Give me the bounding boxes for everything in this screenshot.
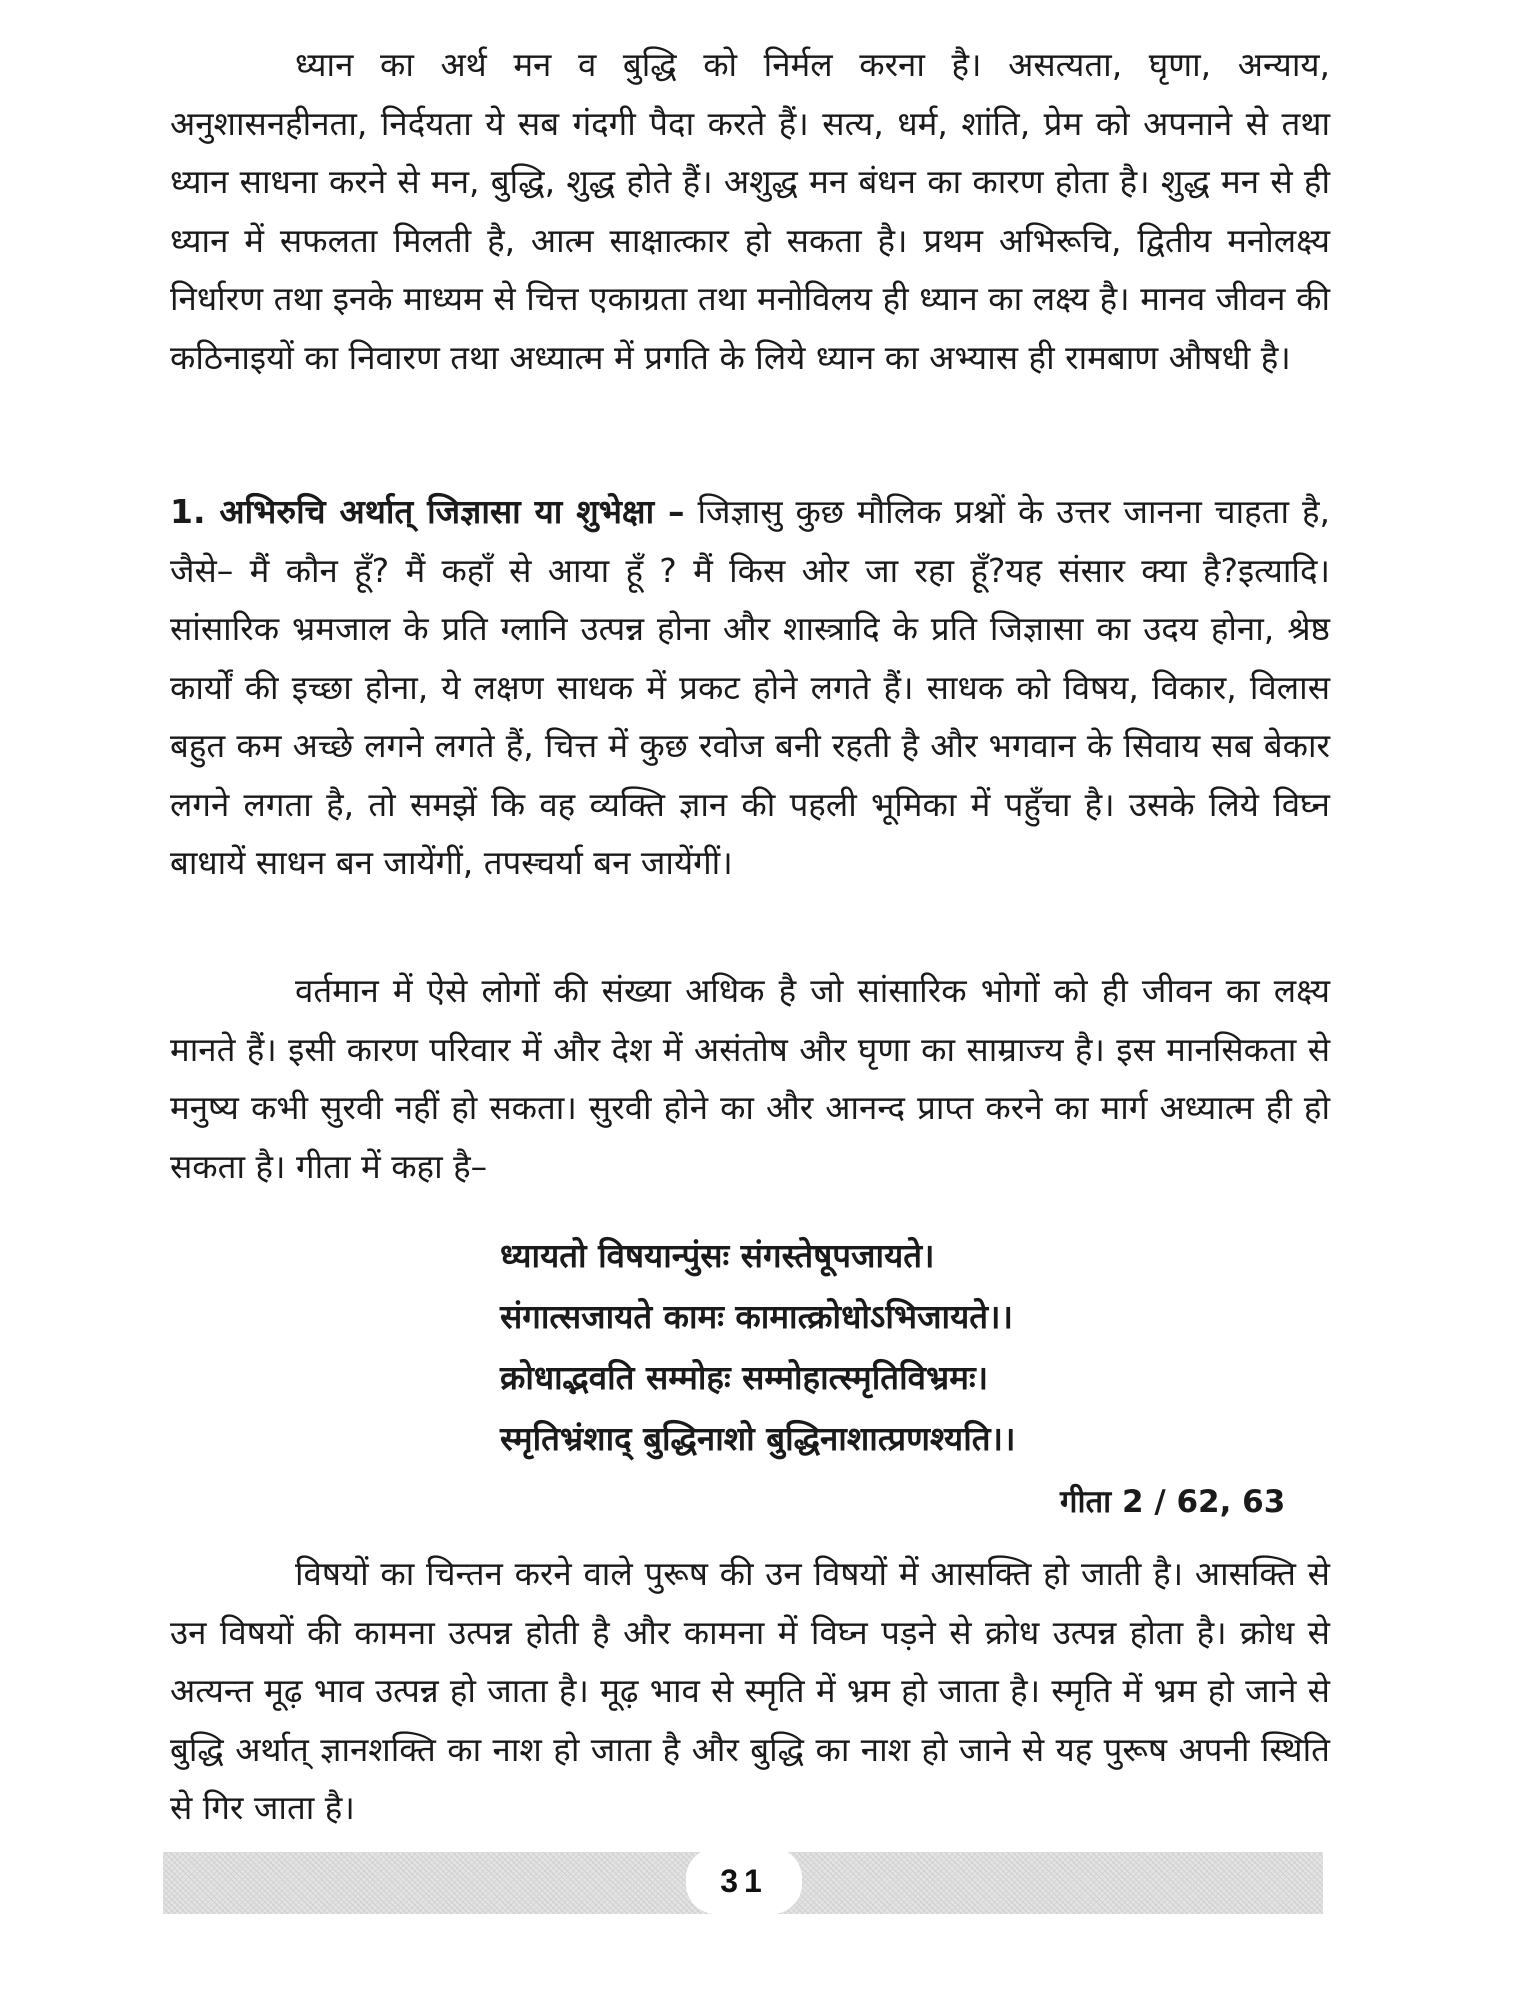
verse-line: क्रोधाद्भवति सम्मोहः सम्मोहात्स्मृतिविभ्रमः। bbox=[500, 1358, 989, 1397]
paragraph-interest bbox=[170, 483, 1330, 893]
page-number-badge bbox=[686, 1848, 802, 1914]
paragraph-interest-text bbox=[170, 483, 1330, 893]
sanskrit-verses bbox=[500, 1225, 1300, 1469]
paragraph-explanation-text: विषयों का चिन्तन करने वाले पुरूष की उन विषयों में आसक्ति हो जाती है। आसक्ति से उन विषयों की कामना उत्पन्न होती है और कामना में विघ्न पड़ने से क्रोध उत्पन्न होता है। क्रोध से अत्यन्त मूढ़ भाव उत्पन्न हो जाता है। मूढ़ भाव से स्मृति में भ्रम हो जाता है। स्मृति में भ्रम हो जाने से बुद्धि अर्थात् ज्ञानशक्ति का नाश हो जाता है और बुद्धि का नाश हो जाने से यह पुरूष अपनी स्थिति से गिर जाता है। bbox=[170, 1554, 1330, 1827]
paragraph-present-day-text: वर्तमान में ऐसे लोगों की संख्या अधिक है जो सांसारिक भोगों को ही जीवन का लक्ष्य मानते हैं। इसी कारण परिवार में और देश में असंतोष और घृणा का साम्राज्य है। इस मानसिकता से मनुष्य कभी सुरवी नहीं हो सकता। सुरवी होने का और आनन्द प्राप्त करने का मार्ग अध्यात्म ही हो सकता है। गीता में कहा है– bbox=[170, 971, 1330, 1186]
paragraph-present-day bbox=[170, 962, 1330, 1196]
verse-line: संगात्सजायते कामः कामात्क्रोधोऽभिजायते।। bbox=[500, 1297, 1014, 1336]
verse-line: स्मृतिभ्रंशाद् बुद्धिनाशो बुद्धिनाशात्प्रणश्यति।। bbox=[500, 1419, 1016, 1458]
page-number: 31 bbox=[720, 1862, 768, 1899]
paragraph-interest-body: जिज्ञासु कुछ मौलिक प्रश्नों के उत्तर जानना चाहता है, जैसे– मैं कौन हूँ? मैं कहाँ से आया हूँ ? मैं किस ओर जा रहा हूँ?यह संसार क्या है?इत्यादि। सांसारिक भ्रमजाल के प्रति ग्लानि उत्पन्न होना और शास्त्रादि के प्रति जिज्ञासा का उदय होना, श्रेष्ठ कार्यों की इच्छा होना, ये लक्षण साधक में प्रकट होने लगते हैं। साधक को विषय, विकार, विलास बहुत कम अच्छे लगने लगते हैं, चित्त में कुछ रवोज बनी रहती है और भगवान के सिवाय सब बेकार लगने लगता है, तो समझें कि वह व्यक्ति ज्ञान की पहली भूमिका में पहुँचा है। उसके लिये विघ्न बाधायें साधन बन जायेंगीं, तपस्चर्या बन जायेंगीं। bbox=[170, 492, 1330, 882]
paragraph-intro-text: ध्यान का अर्थ मन व बुद्धि को निर्मल करना है। असत्यता, घृणा, अन्याय, अनुशासनहीनता, निर्दयता ये सब गंदगी पैदा करते हैं। सत्य, धर्म, शांति, प्रेम को अपनाने से तथा ध्यान साधना करने से मन, बुद्धि, शुद्ध होते हैं। अशुद्ध मन बंधन का कारण होता है। शुद्ध मन से ही ध्यान में सफलता मिलती है, आत्म साक्षात्कार हो सकता है। प्रथम अभिरूचि, द्वितीय मनोलक्ष्य निर्धारण तथा इनके माध्यम से चित्त एकाग्रता तथा मनोविलय ही ध्यान का लक्ष्य है। मानव जीवन की कठिनाइयों का निवारण तथा अध्यात्म में प्रगति के लिये ध्यान का अभ्यास ही रामबाण औषधी है। bbox=[170, 45, 1330, 377]
verse-line: ध्यायतो विषयान्पुंसः संगस्तेषूपजायते। bbox=[500, 1236, 935, 1275]
paragraph-explanation bbox=[170, 1545, 1330, 1838]
verse-citation: गीता 2 / 62, 63 bbox=[1060, 1484, 1286, 1520]
section-heading: 1. अभिरुचि अर्थात् जिज्ञासा या शुभेक्षा – bbox=[170, 492, 685, 531]
paragraph-intro bbox=[170, 36, 1330, 387]
